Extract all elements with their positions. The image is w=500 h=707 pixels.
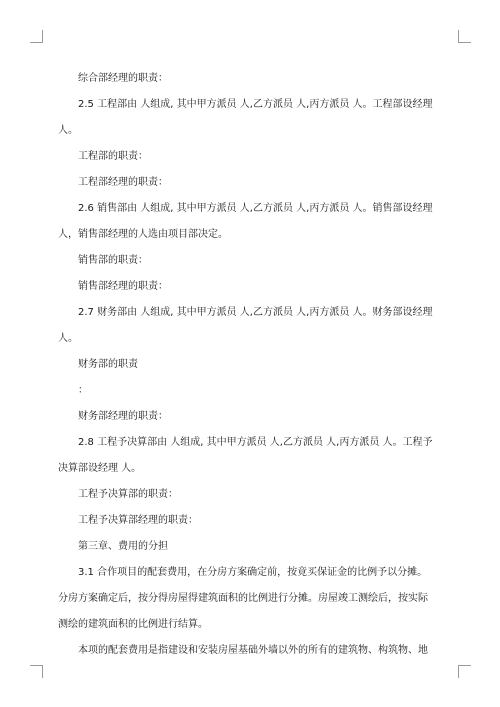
text-line: 销售部的职责：	[78, 255, 148, 266]
text-line: 工程予决算部经理的职责：	[78, 515, 198, 526]
text-line: 3.1 合作项目的配套费用，在分房方案确定前，按竟买保证金的比例予以分摊。	[78, 567, 428, 578]
text-line: 人。	[58, 125, 78, 136]
crop-mark-top-left	[30, 30, 43, 43]
text-line: 2.8 工程予决算部由 人组成, 其中甲方派员 人,乙方派员 人,丙方派员 人。工程予	[78, 437, 433, 448]
text-line: 工程部的职责：	[78, 151, 148, 162]
text-line: 测绘的建筑面积的比例进行结算。	[58, 619, 208, 630]
text-line: 分房方案确定后，按分得房屋得建筑面积的比例进行分摊。房屋竣工测绘后，按实际	[58, 593, 428, 604]
text-line: 本项的配套费用是指建设和安装房屋基础外墙以外的所有的建筑物、构筑物、地	[78, 645, 428, 656]
text-line: 人。	[58, 333, 78, 344]
text-line: 2.5 工程部由 人组成, 其中甲方派员 人,乙方派员 人,丙方派员 人。工程部设经理	[78, 99, 433, 110]
text-line: ：	[78, 385, 88, 396]
text-line: 2.7 财务部由 人组成, 其中甲方派员 人,乙方派员 人,丙方派员 人。财务部设经理	[78, 307, 433, 318]
text-line: 工程予决算部的职责：	[78, 489, 178, 500]
text-line: 人，销售部经理的人选由项目部决定。	[58, 229, 228, 240]
crop-mark-bottom-right	[458, 665, 471, 678]
document-body	[58, 66, 446, 664]
text-line: 销售部经理的职责：	[78, 281, 168, 292]
text-line: 第三章、费用的分担	[78, 541, 168, 552]
text-line: 财务部经理的职责：	[78, 411, 168, 422]
text-line: 2.6 销售部由 人组成, 其中甲方派员 人,乙方派员 人,丙方派员 人。销售部设经理	[78, 203, 433, 214]
text-line: 决算部设经理 人。	[58, 463, 142, 474]
crop-mark-top-right	[458, 30, 471, 43]
crop-mark-bottom-left	[30, 665, 43, 678]
text-line: 财务部的职责	[78, 359, 138, 370]
text-line: 工程部经理的职责：	[78, 177, 168, 188]
text-line: 综合部经理的职责：	[78, 73, 168, 84]
